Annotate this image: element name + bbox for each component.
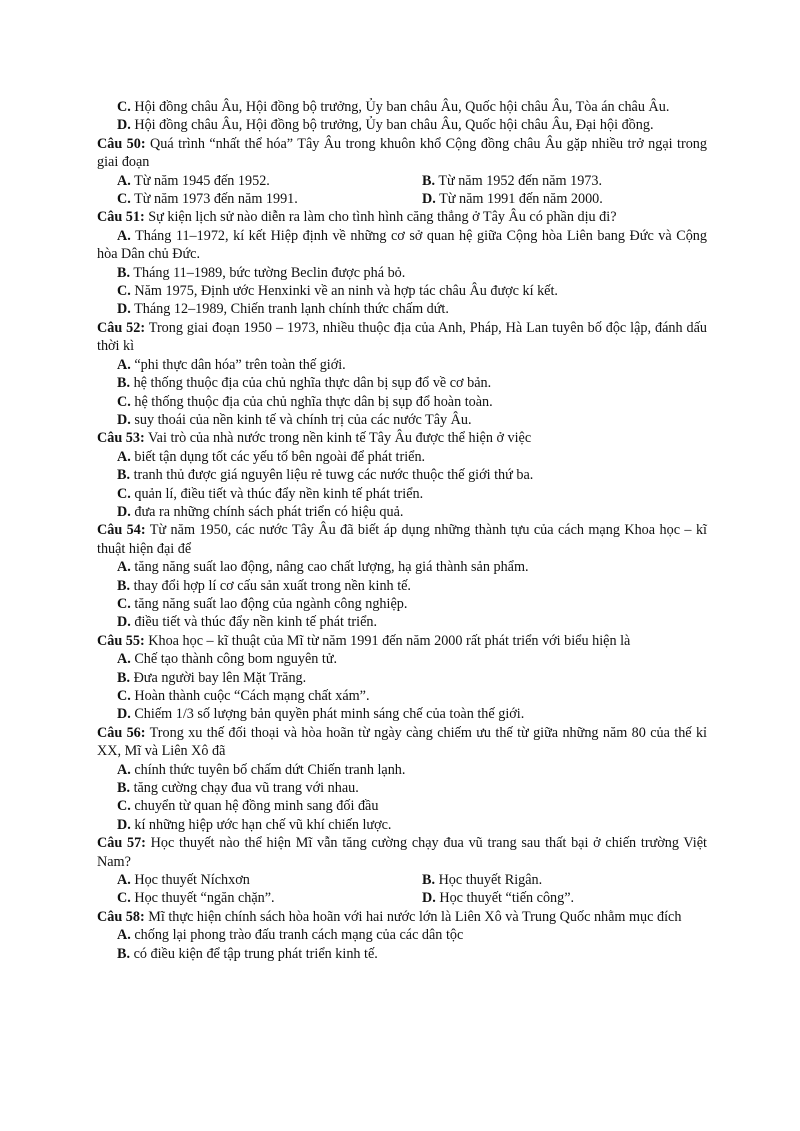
option-d: D. Từ năm 1991 đến năm 2000. bbox=[422, 191, 603, 208]
option-d: D. Học thuyết “tiến công”. bbox=[422, 890, 575, 907]
question-52: Câu 52: Trong giai đoạn 1950 – 1973, nhiều thuộc địa của Anh, Pháp, Hà Lan tuyên bố độc lập, đánh dấu thời kì bbox=[97, 319, 707, 355]
option-c: C. tăng năng suất lao động của ngành công nghiệp. bbox=[117, 595, 408, 612]
options-row bbox=[97, 172, 707, 190]
option-b: B. Từ năm 1952 đến năm 1973. bbox=[422, 172, 603, 189]
option-a: A. Chế tạo thành công bom nguyên tử. bbox=[117, 651, 338, 668]
option-d: D. đưa ra những chính sách phát triển có hiệu quả. bbox=[117, 503, 404, 520]
option-d: D. suy thoái của nền kinh tế và chính trị của các nước Tây Âu. bbox=[117, 411, 472, 428]
option-c: C. hệ thống thuộc địa của chủ nghĩa thực dân bị sụp đổ hoàn toàn. bbox=[117, 393, 493, 410]
option-d: D. điều tiết và thúc đẩy nền kinh tế phát triển. bbox=[117, 614, 378, 631]
option-b: B. tăng cường chạy đua vũ trang với nhau. bbox=[117, 780, 359, 797]
option-d: D. kí những hiệp ước hạn chế vũ khí chiến lược. bbox=[117, 816, 392, 833]
question-54: Câu 54: Từ năm 1950, các nước Tây Âu đã biết áp dụng những thành tựu của cách mạng Khoa học – kĩ thuật hiện đại để bbox=[97, 522, 707, 557]
option-a: A. chống lại phong trào đấu tranh cách mạng của các dân tộc bbox=[117, 927, 464, 944]
option-c: C. Từ năm 1973 đến năm 1991. bbox=[117, 191, 298, 208]
option-c: C. Năm 1975, Định ước Henxinki về an ninh và hợp tác châu Âu được kí kết. bbox=[117, 283, 558, 300]
option-a: A. Tháng 11–1972, kí kết Hiệp định về những cơ sở quan hệ giữa Cộng hòa Liên bang Đức và Cộng hòa Dân chủ Đức. bbox=[97, 227, 707, 263]
question-55: Câu 55: Khoa học – kĩ thuật của Mĩ từ năm 1991 đến năm 2000 rất phát triển với biểu hiện là bbox=[97, 632, 631, 649]
question-57: Câu 57: Học thuyết nào thể hiện Mĩ vẫn tăng cường chạy đua vũ trang sau thất bại ở chiến trường Việt Nam? bbox=[97, 835, 707, 870]
question-56: Câu 56: Trong xu thế đối thoại và hòa hoãn từ ngày càng chiếm ưu thế từ giữa những năm 80 của thế kỉ XX, Mĩ và Liên Xô đã bbox=[97, 724, 707, 760]
options-row bbox=[97, 190, 707, 208]
option-b: B. Tháng 11–1989, bức tường Beclin được phá bỏ. bbox=[117, 264, 406, 281]
options-row bbox=[97, 871, 707, 889]
option-a: A. “phi thực dân hóa” trên toàn thế giới. bbox=[117, 356, 346, 373]
option-b: B. có điều kiện để tập trung phát triển kinh tế. bbox=[117, 945, 378, 962]
exam-page bbox=[97, 98, 707, 963]
option-b: B. tranh thủ được giá nguyên liệu rẻ tuwg các nước thuộc thế giới thứ ba. bbox=[117, 467, 534, 484]
question-58: Câu 58: Mĩ thực hiện chính sách hòa hoãn với hai nước lớn là Liên Xô và Trung Quốc nhằm mục đích bbox=[97, 908, 682, 925]
options-row bbox=[97, 889, 707, 907]
question-50: Câu 50: Quá trình “nhất thể hóa” Tây Âu trong khuôn khổ Cộng đồng châu Âu gặp nhiều trở ngại trong giai đoạn bbox=[97, 135, 707, 171]
option-a: A. Từ năm 1945 đến 1952. bbox=[117, 172, 270, 189]
question-53: Câu 53: Vai trò của nhà nước trong nền kinh tế Tây Âu được thể hiện ở việc bbox=[97, 430, 532, 447]
option-a: A. tăng năng suất lao động, nâng cao chất lượng, hạ giá thành sản phẩm. bbox=[117, 559, 529, 576]
option-d: D. Chiếm 1/3 số lượng bản quyền phát minh sáng chế của toàn thế giới. bbox=[117, 706, 525, 723]
option-d: D. Hội đồng châu Âu, Hội đồng bộ trưởng, Ủy ban châu Âu, Quốc hội châu Âu, Đại hội đồng. bbox=[117, 117, 654, 134]
option-b: B. Học thuyết Rigân. bbox=[422, 872, 543, 889]
option-a: A. Học thuyết Níchxơn bbox=[117, 872, 250, 889]
option-d: D. Tháng 12–1989, Chiến tranh lạnh chính thức chấm dứt. bbox=[117, 301, 449, 318]
question-51: Câu 51: Sự kiện lịch sử nào diễn ra làm cho tình hình căng thẳng ở Tây Âu có phần dịu đi? bbox=[97, 209, 617, 226]
option-b: B. hệ thống thuộc địa của chủ nghĩa thực dân bị sụp đổ về cơ bản. bbox=[117, 375, 492, 392]
option-c: C. chuyển từ quan hệ đồng minh sang đối đầu bbox=[117, 798, 379, 815]
option-c: C. quản lí, điều tiết và thúc đẩy nền kinh tế phát triển. bbox=[117, 485, 424, 502]
option-a: A. biết tận dụng tốt các yếu tố bên ngoài để phát triển. bbox=[117, 448, 426, 465]
option-a: A. chính thức tuyên bố chấm dứt Chiến tranh lạnh. bbox=[117, 761, 406, 778]
option-b: B. Đưa người bay lên Mặt Trăng. bbox=[117, 669, 307, 686]
option-b: B. thay đổi hợp lí cơ cấu sản xuất trong nền kinh tế. bbox=[117, 577, 411, 594]
option-c: C. Học thuyết “ngăn chặn”. bbox=[117, 890, 275, 907]
option-c: C. Hội đồng châu Âu, Hội đồng bộ trưởng, Ủy ban châu Âu, Quốc hội châu Âu, Tòa án châu Âu. bbox=[117, 99, 670, 115]
option-c: C. Hoàn thành cuộc “Cách mạng chất xám”. bbox=[117, 688, 370, 704]
